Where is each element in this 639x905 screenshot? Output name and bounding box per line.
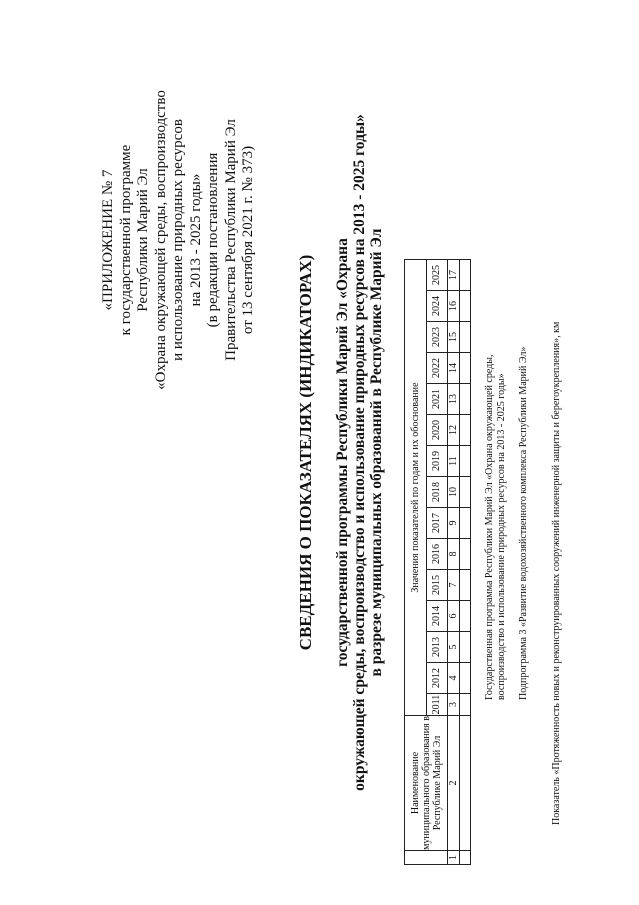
column-number-cell: 14 [448,353,460,384]
program-note [484,80,508,700]
table-cell [460,384,471,415]
column-number-cell: 13 [448,384,460,415]
table-cell [460,694,471,716]
municipality-name-header: Наименование муниципального образования в Республике Марий Эл [405,716,448,851]
appendix-line: «Охрана окружающей среды, воспроизводство [152,90,169,390]
appendix-line: «ПРИЛОЖЕНИЕ № 7 [100,169,116,311]
program-note-line: Государственная программа Республики Марий Эл «Охрана окружающей среды, [484,354,495,700]
column-number-cell: 12 [448,415,460,446]
column-number-cell: 10 [448,477,460,508]
subtitle-line: в разрезе муниципальных образований в Республике Марий Эл [368,228,385,677]
document-subtitle [334,0,385,905]
table-cell [460,716,471,851]
appendix-line: Республики Марий Эл [135,168,151,312]
table-cell [460,477,471,508]
year-header-cell: 2025 [426,260,448,291]
table-cell [460,508,471,539]
table-cell [460,322,471,353]
indicators-table [404,259,471,865]
year-header-cell: 2015 [426,570,448,601]
column-number-cell: 7 [448,570,460,601]
appendix-line: к государственной программе [117,144,134,336]
table-cell [460,446,471,477]
table-row [460,260,471,865]
subtitle-line: государственной программы Республики Марий Эл «Охрана [334,238,351,667]
column-number-cell: 15 [448,322,460,353]
year-header-cell: 2022 [426,353,448,384]
row-number-header [405,851,448,865]
appendix-line: на 2013 - 2025 годы» [187,173,204,307]
document-title: СВЕДЕНИЯ О ПОКАЗАТЕЛЯХ (ИНДИКАТОРАХ) [296,254,315,651]
year-header-cell: 2013 [426,632,448,663]
column-number-row [448,260,460,865]
column-number-cell: 4 [448,663,460,694]
table-cell [460,539,471,570]
year-header-cell: 2018 [426,477,448,508]
appendix-line: от 13 сентября 2021 г. № 373) [240,145,256,335]
year-header-cell: 2024 [426,291,448,322]
column-number-cell: 5 [448,632,460,663]
table-cell [460,291,471,322]
column-number-cell: 9 [448,508,460,539]
year-header-cell: 2020 [426,415,448,446]
table-cell [460,260,471,291]
column-number-cell: 1 [448,851,460,865]
column-number-cell: 16 [448,291,460,322]
table-cell [460,632,471,663]
appendix-line: Правительства Республики Марий Эл [222,119,239,361]
year-header-cell: 2011 [426,694,448,716]
column-number-cell: 6 [448,601,460,632]
values-header: Значения показателей по годам и их обоснование [405,260,427,716]
year-header-cell: 2023 [426,322,448,353]
table-cell [460,415,471,446]
appendix-line: (в редакции постановления [205,152,221,328]
column-number-cell: 3 [448,694,460,716]
subtitle-line: окружающей среды, воспроизводство и использование природных ресурсов на 2013 - 2025 годы» [351,114,368,791]
table-cell [460,663,471,694]
appendix-line: и использование природных ресурсов [170,119,186,361]
year-header-cell: 2014 [426,601,448,632]
column-number-cell: 2 [448,716,460,851]
year-header-cell: 2019 [426,446,448,477]
table-cell [460,851,471,865]
year-header-cell: 2021 [426,384,448,415]
table-cell [460,601,471,632]
column-number-cell: 8 [448,539,460,570]
indicator-note: Показатель «Протяженность новых и реконструированных сооружений инженерной защиты и берегоукрепления», км [551,321,562,825]
appendix-header [100,90,258,390]
year-header-cell: 2016 [426,539,448,570]
program-note-line: воспроизводство и использование природных ресурсов на 2013 - 2025 годы» [496,373,507,700]
table-cell [460,353,471,384]
subprogram-note: Подпрограмма 3 «Развитие водохозяйственного комплекса Республики Марий Эл» [518,346,529,700]
column-number-cell: 11 [448,446,460,477]
year-header-cell: 2017 [426,508,448,539]
year-header-cell: 2012 [426,663,448,694]
table-cell [460,570,471,601]
column-number-cell: 17 [448,260,460,291]
